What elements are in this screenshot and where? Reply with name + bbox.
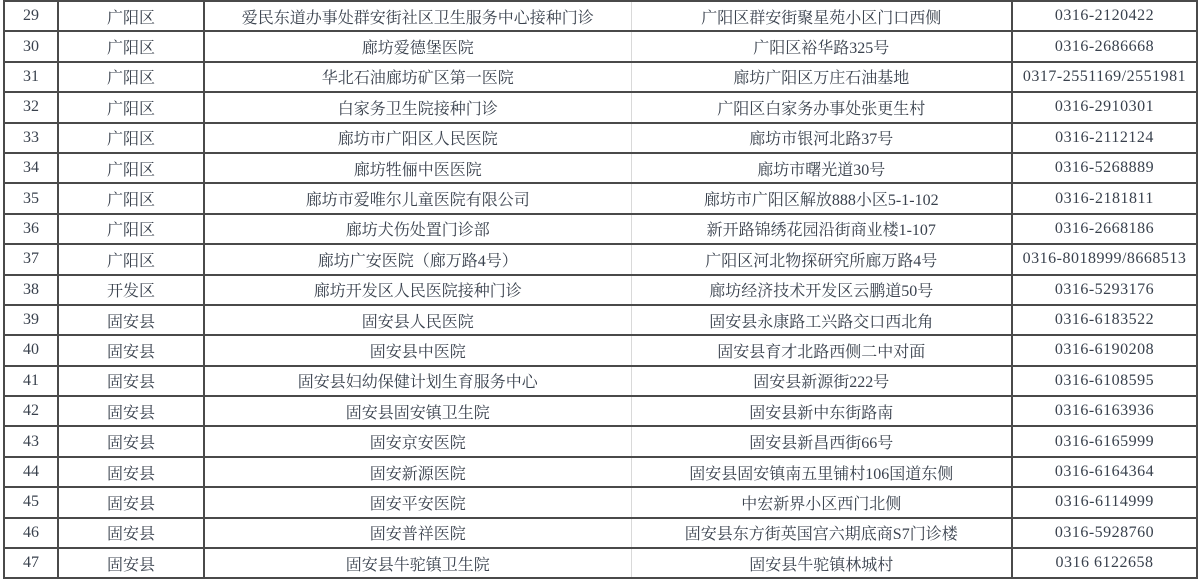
cell-address: 广阳区群安街聚星苑小区门口西侧 <box>631 1 1012 31</box>
cell-no: 42 <box>4 396 58 426</box>
clinic-list-sheet <box>3 0 1196 579</box>
cell-district: 开发区 <box>58 275 204 305</box>
cell-no: 30 <box>4 31 58 61</box>
table-row <box>4 396 1197 426</box>
cell-no: 47 <box>4 548 58 578</box>
cell-no: 34 <box>4 153 58 183</box>
table-row <box>4 548 1197 578</box>
cell-no: 31 <box>4 62 58 92</box>
cell-no: 43 <box>4 426 58 456</box>
cell-name: 固安县固安镇卫生院 <box>204 396 631 426</box>
table-row <box>4 123 1197 153</box>
cell-district: 广阳区 <box>58 183 204 213</box>
table-row <box>4 153 1197 183</box>
cell-district: 广阳区 <box>58 1 204 31</box>
cell-address: 固安县固安镇南五里铺村106国道东侧 <box>631 457 1012 487</box>
table-row <box>4 214 1197 244</box>
cell-name: 廊坊犬伤处置门诊部 <box>204 214 631 244</box>
cell-no: 38 <box>4 275 58 305</box>
cell-phone: 0316-2112124 <box>1012 123 1197 153</box>
table-row <box>4 457 1197 487</box>
cell-phone: 0316-2668186 <box>1012 214 1197 244</box>
table-row <box>4 487 1197 517</box>
cell-name: 固安县妇幼保健计划生育服务中心 <box>204 366 631 396</box>
cell-address: 固安县新源街222号 <box>631 366 1012 396</box>
cell-address: 固安县育才北路西侧二中对面 <box>631 335 1012 365</box>
cell-district: 广阳区 <box>58 62 204 92</box>
table-row <box>4 275 1197 305</box>
cell-no: 36 <box>4 214 58 244</box>
cell-phone: 0316-5928760 <box>1012 518 1197 548</box>
cell-district: 固安县 <box>58 487 204 517</box>
table-row <box>4 183 1197 213</box>
cell-phone: 0316-6183522 <box>1012 305 1197 335</box>
cell-district: 固安县 <box>58 335 204 365</box>
cell-name: 爱民东道办事处群安街社区卫生服务中心接种门诊 <box>204 1 631 31</box>
cell-no: 29 <box>4 1 58 31</box>
cell-no: 46 <box>4 518 58 548</box>
cell-address: 固安县新中东街路南 <box>631 396 1012 426</box>
cell-address: 固安县永康路工兴路交口西北角 <box>631 305 1012 335</box>
cell-phone: 0316-2181811 <box>1012 183 1197 213</box>
cell-name: 固安新源医院 <box>204 457 631 487</box>
cell-address: 廊坊经济技术开发区云鹏道50号 <box>631 275 1012 305</box>
cell-district: 广阳区 <box>58 153 204 183</box>
cell-phone: 0316-8018999/8668513 <box>1012 244 1197 274</box>
cell-address: 中宏新界小区西门北侧 <box>631 487 1012 517</box>
cell-no: 39 <box>4 305 58 335</box>
table-row <box>4 335 1197 365</box>
cell-phone: 0316 6122658 <box>1012 548 1197 578</box>
cell-phone: 0317-2551169/2551981 <box>1012 62 1197 92</box>
table-row <box>4 244 1197 274</box>
cell-name: 固安平安医院 <box>204 487 631 517</box>
cell-address: 广阳区河北物探研究所廊万路4号 <box>631 244 1012 274</box>
cell-address: 新开路锦绣花园沿街商业楼1-107 <box>631 214 1012 244</box>
cell-address: 廊坊市银河北路37号 <box>631 123 1012 153</box>
cell-phone: 0316-6190208 <box>1012 335 1197 365</box>
cell-name: 廊坊爱德堡医院 <box>204 31 631 61</box>
cell-no: 41 <box>4 366 58 396</box>
cell-phone: 0316-2120422 <box>1012 1 1197 31</box>
cell-phone: 0316-6164364 <box>1012 457 1197 487</box>
table-row <box>4 31 1197 61</box>
cell-address: 固安县东方街英国宫六期底商S7门诊楼 <box>631 518 1012 548</box>
cell-address: 廊坊市广阳区解放888小区5-1-102 <box>631 183 1012 213</box>
cell-phone: 0316-5268889 <box>1012 153 1197 183</box>
cell-district: 广阳区 <box>58 31 204 61</box>
cell-district: 广阳区 <box>58 92 204 122</box>
cell-district: 固安县 <box>58 426 204 456</box>
cell-district: 固安县 <box>58 548 204 578</box>
cell-district: 固安县 <box>58 396 204 426</box>
cell-name: 廊坊开发区人民医院接种门诊 <box>204 275 631 305</box>
cell-name: 华北石油廊坊矿区第一医院 <box>204 62 631 92</box>
cell-district: 固安县 <box>58 305 204 335</box>
cell-address: 广阳区裕华路325号 <box>631 31 1012 61</box>
table-row <box>4 518 1197 548</box>
table-row <box>4 366 1197 396</box>
cell-address: 廊坊广阳区万庄石油基地 <box>631 62 1012 92</box>
cell-address: 廊坊市曙光道30号 <box>631 153 1012 183</box>
cell-name: 廊坊市广阳区人民医院 <box>204 123 631 153</box>
cell-phone: 0316-6163936 <box>1012 396 1197 426</box>
cell-name: 廊坊牲俪中医医院 <box>204 153 631 183</box>
cell-phone: 0316-2686668 <box>1012 31 1197 61</box>
cell-address: 固安县新昌西街66号 <box>631 426 1012 456</box>
cell-phone: 0316-6114999 <box>1012 487 1197 517</box>
table-row <box>4 62 1197 92</box>
cell-no: 44 <box>4 457 58 487</box>
cell-name: 固安县牛驼镇卫生院 <box>204 548 631 578</box>
cell-no: 32 <box>4 92 58 122</box>
cell-name: 固安县人民医院 <box>204 305 631 335</box>
cell-no: 37 <box>4 244 58 274</box>
cell-name: 固安普祥医院 <box>204 518 631 548</box>
cell-name: 廊坊市爱唯尔儿童医院有限公司 <box>204 183 631 213</box>
cell-no: 35 <box>4 183 58 213</box>
table-row <box>4 1 1197 31</box>
cell-no: 40 <box>4 335 58 365</box>
cell-name: 廊坊广安医院（廊万路4号） <box>204 244 631 274</box>
table-row <box>4 92 1197 122</box>
cell-address: 广阳区白家务办事处张更生村 <box>631 92 1012 122</box>
cell-name: 固安京安医院 <box>204 426 631 456</box>
cell-district: 广阳区 <box>58 123 204 153</box>
cell-phone: 0316-6108595 <box>1012 366 1197 396</box>
table-row <box>4 426 1197 456</box>
cell-no: 45 <box>4 487 58 517</box>
cell-phone: 0316-2910301 <box>1012 92 1197 122</box>
cell-district: 固安县 <box>58 457 204 487</box>
table-body <box>4 1 1197 578</box>
cell-phone: 0316-5293176 <box>1012 275 1197 305</box>
cell-district: 广阳区 <box>58 244 204 274</box>
cell-district: 固安县 <box>58 518 204 548</box>
cell-address: 固安县牛驼镇林城村 <box>631 548 1012 578</box>
cell-name: 固安县中医院 <box>204 335 631 365</box>
cell-district: 广阳区 <box>58 214 204 244</box>
cell-phone: 0316-6165999 <box>1012 426 1197 456</box>
cell-name: 白家务卫生院接种门诊 <box>204 92 631 122</box>
cell-no: 33 <box>4 123 58 153</box>
cell-district: 固安县 <box>58 366 204 396</box>
clinic-table <box>3 0 1198 579</box>
table-row <box>4 305 1197 335</box>
